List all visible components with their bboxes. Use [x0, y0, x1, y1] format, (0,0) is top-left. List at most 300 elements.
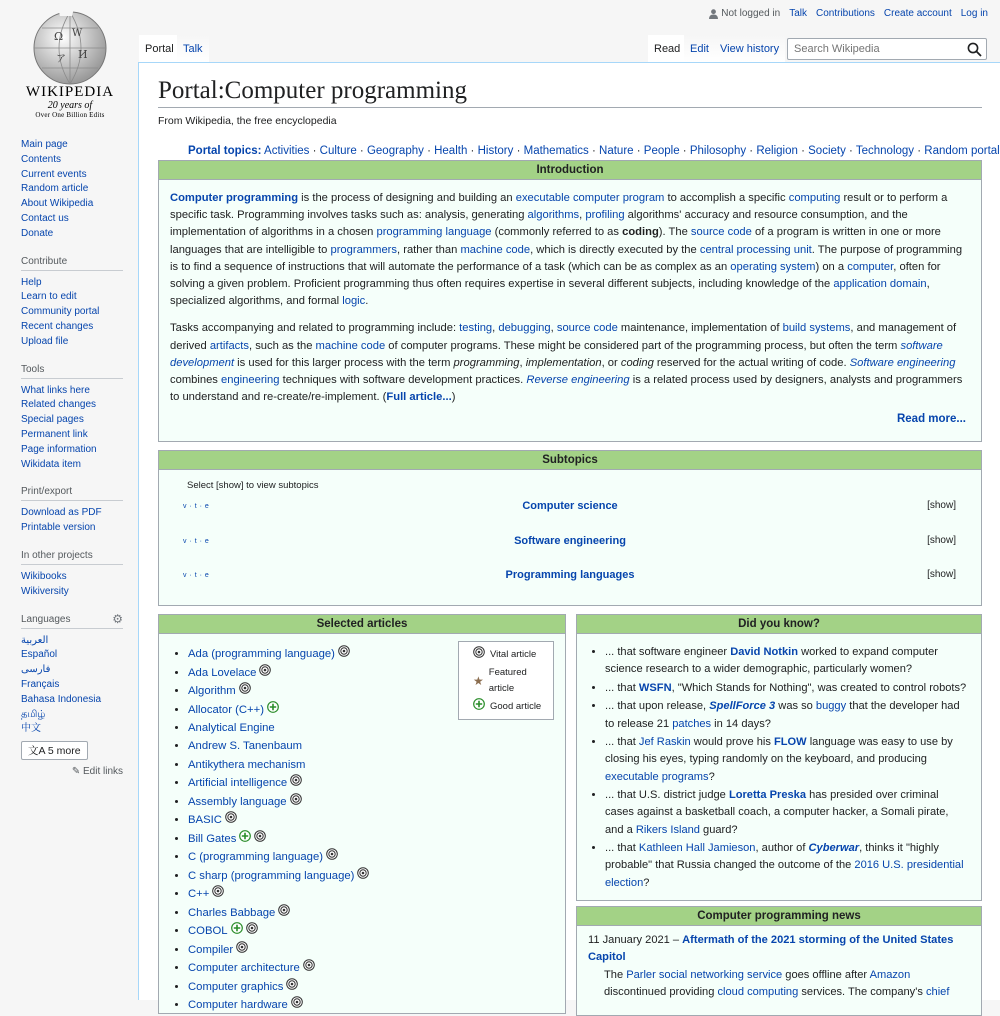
- login-link[interactable]: Log in: [960, 8, 988, 19]
- article-link-bill-gates[interactable]: Bill Gates: [188, 832, 237, 845]
- vital-article-icon: [246, 922, 258, 940]
- list-item: [605, 698, 969, 732]
- sidebar: [0, 138, 138, 791]
- intro-paragraph-1: [170, 190, 970, 310]
- main-content: [138, 62, 1000, 1012]
- text-run: , and management of derived: [170, 322, 957, 352]
- vital-article-icon: [286, 978, 298, 996]
- more-languages-label: 5 more: [47, 745, 81, 758]
- article-link-charles-babbage[interactable]: Charles Babbage: [188, 906, 276, 919]
- vital-article-icon: [278, 904, 290, 922]
- languages-portlet: [21, 611, 123, 778]
- article-link-computer-architecture[interactable]: Computer architecture: [188, 962, 300, 975]
- contribute-portlet: [21, 256, 123, 350]
- vital-article-icon: [225, 811, 237, 829]
- link-logic[interactable]: logic: [342, 295, 366, 308]
- language-link-2[interactable]: فارسی: [21, 664, 51, 676]
- list-item: [188, 737, 565, 755]
- subtopic-software-engineering[interactable]: Software engineering: [514, 535, 626, 547]
- sidebar-item-random-article[interactable]: Random article: [21, 183, 89, 195]
- vte-links[interactable]: v · t · e: [183, 503, 210, 510]
- sidebar-item-page-information[interactable]: Page information: [21, 443, 97, 455]
- gear-icon[interactable]: ⚙: [112, 611, 123, 626]
- sidebar-list-item: [21, 384, 123, 399]
- text-run: , which is directly executed by the: [530, 243, 700, 256]
- contributions-link[interactable]: Contributions: [816, 8, 875, 19]
- text-run: guard?: [699, 823, 738, 836]
- selected-articles-heading: Selected articles: [159, 615, 565, 634]
- sidebar-item-help[interactable]: Help: [21, 276, 42, 288]
- vital-article-icon: [338, 645, 350, 663]
- search-box: [787, 38, 987, 60]
- sidebar-list-item: [21, 212, 123, 227]
- separator: ·: [845, 145, 856, 157]
- sidebar-item-current-events[interactable]: Current events: [21, 168, 87, 180]
- link-source-code[interactable]: source code: [690, 226, 752, 239]
- article-link-compiler[interactable]: Compiler: [188, 943, 234, 956]
- article-link-c-programming-language[interactable]: C (programming language): [188, 851, 323, 864]
- selected-articles-box: [158, 614, 566, 1014]
- sidebar-list-item: [21, 413, 123, 428]
- text-run: ). The: [658, 226, 691, 239]
- text-run: (commonly referred to as: [491, 226, 623, 239]
- sidebar-item-main-page[interactable]: Main page: [21, 139, 68, 150]
- separator: ·: [914, 145, 925, 157]
- link-executable-computer-program[interactable]: executable computer program: [515, 192, 665, 204]
- link-reverse-engineering[interactable]: Reverse engineering: [526, 374, 630, 387]
- link-software-engineering[interactable]: Software engineering: [849, 356, 956, 369]
- more-languages-button[interactable]: [21, 741, 88, 760]
- link-executable-programs[interactable]: executable programs: [605, 770, 709, 783]
- sidebar-list-item: [21, 634, 123, 649]
- print-heading: Print/export: [21, 486, 123, 501]
- language-link-fran-ais[interactable]: Français: [21, 678, 60, 690]
- wikipedia-logo[interactable]: [20, 6, 120, 121]
- subtopic-programming-languages[interactable]: Programming languages: [505, 569, 635, 581]
- vital-article-icon: [254, 830, 266, 848]
- introduction-heading: Introduction: [159, 161, 981, 180]
- sidebar-item-wikidata-item[interactable]: Wikidata item: [21, 458, 82, 470]
- sidebar-item-wikiversity[interactable]: Wikiversity: [21, 585, 69, 597]
- print-portlet: [21, 486, 123, 536]
- topic-link-mathematics[interactable]: Mathematics: [523, 145, 589, 157]
- link-spellforce-3[interactable]: SpellForce 3: [709, 700, 776, 713]
- sidebar-list-item: [21, 276, 123, 291]
- text-run: , such as the: [248, 339, 316, 352]
- article-link-assembly-language[interactable]: Assembly language: [188, 795, 287, 808]
- sidebar-item-special-pages[interactable]: Special pages: [21, 414, 84, 426]
- topic-link-culture[interactable]: Culture: [319, 145, 357, 157]
- text-run: , author of: [755, 842, 809, 855]
- link-amazon[interactable]: Amazon: [869, 968, 911, 981]
- text-run: worked to expand computer science research to a wider demographic, particularly women?: [605, 646, 938, 676]
- article-link-andrew-s-tanenbaum[interactable]: Andrew S. Tanenbaum: [188, 740, 303, 753]
- link-software-development[interactable]: software development: [170, 339, 943, 369]
- text-run: , rather than: [397, 243, 461, 256]
- sidebar-list-item: [21, 168, 123, 183]
- link-patches[interactable]: patches: [672, 717, 712, 730]
- separator: ·: [633, 145, 644, 157]
- news-heading: Computer programming news: [577, 907, 981, 926]
- text-run: ... that: [605, 681, 639, 694]
- intro-paragraph-2: [170, 320, 970, 406]
- link-cloud-computing[interactable]: cloud computing: [717, 986, 799, 999]
- show-toggle-label: [show]: [927, 535, 956, 546]
- topic-link-activities[interactable]: Activities: [264, 145, 310, 157]
- list-item: [188, 848, 565, 867]
- subtopics-box: [158, 450, 982, 606]
- vte-links[interactable]: v · t · e: [183, 538, 210, 545]
- sidebar-item-related-changes[interactable]: Related changes: [21, 399, 97, 411]
- sidebar-item-permanent-link[interactable]: Permanent link: [21, 428, 88, 440]
- svg-text:Ω: Ω: [54, 30, 64, 43]
- text-run: result or to perform a specific task. Programming involves tasks such as: analysis, generating: [170, 192, 948, 222]
- sidebar-item-wikibooks[interactable]: Wikibooks: [21, 570, 67, 582]
- separator: ·: [309, 145, 320, 157]
- separator: ·: [513, 145, 524, 157]
- topic-link-society[interactable]: Society: [808, 145, 846, 157]
- link-rikers-island[interactable]: Rikers Island: [635, 823, 700, 836]
- search-icon[interactable]: [967, 42, 982, 57]
- sidebar-list-item: [21, 320, 123, 335]
- topic-link-history[interactable]: History: [477, 145, 514, 157]
- portal-topics-label: Portal topics:: [188, 145, 262, 157]
- subtopic-row: [159, 569, 981, 587]
- link-loretta-preska[interactable]: Loretta Preska: [728, 789, 807, 802]
- news-headline-link[interactable]: Aftermath of the 2021 storming of the United States Capitol: [588, 934, 954, 964]
- sidebar-list-item: [21, 443, 123, 458]
- tab-edit[interactable]: Edit: [684, 35, 715, 62]
- portal-topics: [188, 145, 1000, 157]
- topic-link-geography[interactable]: Geography: [366, 145, 424, 157]
- list-item: [605, 680, 969, 697]
- vital-article-icon: [357, 867, 369, 885]
- navigation-portlet: [21, 138, 123, 242]
- tab-portal[interactable]: Portal: [139, 35, 180, 62]
- separator: ·: [467, 145, 478, 157]
- text-run: language was easy to use by closing his eyes, typing randomly on the keyboard, and producing: [605, 736, 953, 766]
- list-item: [188, 811, 565, 830]
- news-headline-line: [588, 932, 970, 967]
- list-item: [188, 756, 565, 774]
- pencil-icon: ✎: [71, 766, 81, 778]
- list-item: [188, 996, 565, 1015]
- link-full-article[interactable]: Full article...: [386, 391, 452, 404]
- language-link-5[interactable]: தமிழ்: [21, 708, 46, 720]
- article-link-basic[interactable]: BASIC: [188, 814, 222, 827]
- create-account-link[interactable]: Create account: [883, 8, 952, 19]
- link-programming-language[interactable]: programming language: [376, 226, 492, 239]
- sidebar-list-item: [21, 585, 123, 600]
- text-run: of a program is written in one or more languages that are intelligible to: [170, 226, 941, 256]
- projects-heading: In other projects: [21, 550, 123, 565]
- not-logged-in-label: Not logged in: [721, 8, 781, 19]
- link-jef-raskin[interactable]: Jef Raskin: [638, 736, 691, 749]
- link-buggy[interactable]: buggy: [815, 700, 847, 713]
- text-run: discontinued providing: [604, 986, 718, 999]
- sidebar-list-item: [21, 506, 123, 521]
- edit-links[interactable]: [21, 766, 123, 777]
- sidebar-list-item: [21, 648, 123, 663]
- vital-article-icon: [236, 941, 248, 959]
- languages-heading: Languages: [21, 613, 71, 625]
- wordmark: WIKIPEDIA: [25, 84, 115, 100]
- topic-link-people[interactable]: People: [643, 145, 680, 157]
- text-run: was so: [775, 700, 816, 713]
- link-machine-code[interactable]: machine code: [460, 243, 531, 256]
- article-link-algorithm[interactable]: Algorithm: [188, 685, 236, 698]
- text-run: coding: [622, 226, 659, 239]
- text-run: , often for solving a given problem. Proficient programming thus often requires expertise in several different subjects, including knowledge of the: [170, 260, 941, 291]
- language-link-6[interactable]: 中文: [21, 723, 41, 735]
- sidebar-item-donate[interactable]: Donate: [21, 227, 54, 239]
- text-run: .: [365, 295, 369, 308]
- text-run: goes offline after: [782, 968, 870, 981]
- language-link-0[interactable]: العربية: [21, 634, 49, 646]
- link-computer-programming[interactable]: Computer programming: [170, 192, 299, 204]
- introduction-box: [158, 160, 982, 442]
- text-run: ,: [550, 322, 557, 335]
- sidebar-item-upload-file[interactable]: Upload file: [21, 335, 69, 347]
- sidebar-list-item: [21, 138, 123, 153]
- link-testing[interactable]: testing: [459, 322, 493, 335]
- topic-link-health[interactable]: Health: [434, 145, 468, 157]
- sidebar-list-item: [21, 708, 123, 723]
- text-run: reserved for the actual writing of code.: [653, 356, 850, 369]
- show-toggle-label: [show]: [927, 569, 956, 580]
- link-profiling[interactable]: profiling: [585, 209, 625, 222]
- text-run: , or: [601, 356, 621, 369]
- search-input[interactable]: [794, 39, 964, 59]
- list-item: [605, 734, 969, 786]
- link-david-notkin[interactable]: David Notkin: [730, 646, 798, 658]
- news-body: [588, 967, 970, 1002]
- link-build-systems[interactable]: build systems: [782, 322, 851, 335]
- link-parler-social-networking-service[interactable]: Parler social networking service: [626, 968, 783, 981]
- text-run: algorithms' accuracy and resource consumption, and the implementation of algorithms in a chosen: [170, 209, 908, 239]
- text-run: , "Which Stands for Nothing", was created to control robots?: [671, 681, 967, 694]
- text-run: ): [451, 391, 456, 404]
- vital-article-icon: [303, 959, 315, 977]
- show-toggle[interactable]: [927, 500, 956, 511]
- text-run: in 14 days?: [711, 717, 771, 730]
- subtopic-row: [159, 500, 981, 518]
- sidebar-list-item: [21, 305, 123, 320]
- svg-text:ア: ア: [56, 54, 66, 65]
- link-2016-u-s-presidential-election[interactable]: 2016 U.S. presidential election: [605, 859, 964, 889]
- subtopics-hint: Select [show] to view subtopics: [187, 480, 319, 491]
- text-run: maintenance, implementation of: [617, 322, 783, 335]
- list-item: [188, 885, 565, 904]
- good-article-icon: [231, 922, 243, 940]
- article-link-analytical-engine[interactable]: Analytical Engine: [188, 722, 275, 734]
- separator: ·: [423, 145, 435, 157]
- user-icon: [709, 8, 780, 19]
- sidebar-list-item: [21, 663, 123, 678]
- link-cyberwar[interactable]: Cyberwar: [808, 842, 860, 855]
- list-item: [188, 922, 565, 941]
- subtopic-row: [159, 535, 981, 553]
- legend-featured: Featured article: [488, 666, 527, 694]
- sidebar-list-item: [21, 182, 123, 197]
- show-toggle[interactable]: [927, 535, 956, 546]
- list-item: [605, 644, 969, 678]
- vital-article-icon: [290, 774, 302, 792]
- link-operating-system[interactable]: operating system: [730, 260, 816, 273]
- article-link-c[interactable]: C++: [188, 888, 210, 901]
- legend-good: Good article: [490, 700, 542, 712]
- text-run: The: [604, 968, 627, 981]
- link-chief[interactable]: chief: [925, 986, 950, 999]
- article-link-cobol[interactable]: COBOL: [188, 925, 228, 938]
- link-central-processing-unit[interactable]: central processing unit: [699, 243, 812, 256]
- sidebar-list-item: [21, 227, 123, 242]
- topic-link-random-portal[interactable]: Random portal: [924, 145, 1000, 157]
- site-subtitle: From Wikipedia, the free encyclopedia: [158, 115, 337, 127]
- sidebar-list-item: [21, 398, 123, 413]
- good-article-icon: [239, 830, 251, 848]
- article-link-allocator-c[interactable]: Allocator (C++): [188, 703, 264, 716]
- sidebar-item-what-links-here[interactable]: What links here: [21, 384, 90, 396]
- text-run: that the developer had to release 21: [605, 700, 960, 730]
- personal-tools: [709, 8, 988, 19]
- link-computer[interactable]: computer: [847, 260, 894, 273]
- tools-portlet: [21, 364, 123, 473]
- list-item: [188, 793, 565, 812]
- link-machine-code[interactable]: machine code: [315, 339, 386, 352]
- article-link-artificial-intelligence[interactable]: Artificial intelligence: [188, 777, 288, 790]
- text-run: Tasks accompanying and related to programming include:: [170, 322, 460, 335]
- list-item: [188, 719, 565, 737]
- text-run: ) on a: [815, 260, 848, 273]
- sidebar-list-item: [21, 335, 123, 350]
- link-algorithms[interactable]: algorithms: [527, 209, 580, 222]
- link-flow[interactable]: FLOW: [773, 736, 807, 749]
- language-link-espa-ol[interactable]: Español: [21, 649, 58, 661]
- article-link-ada-programming-language[interactable]: Ada (programming language): [188, 648, 335, 661]
- sidebar-list-item: [21, 153, 123, 168]
- text-run: ... that: [605, 842, 639, 855]
- sidebar-item-printable-version[interactable]: Printable version: [21, 522, 96, 534]
- vital-article-icon: [259, 664, 271, 682]
- talk-link[interactable]: Talk: [789, 8, 807, 19]
- sidebar-list-item: [21, 722, 123, 737]
- link-debugging[interactable]: debugging: [498, 322, 551, 335]
- article-link-c-sharp-programming-language[interactable]: C sharp (programming language): [188, 869, 355, 882]
- did-you-know-box: [576, 614, 982, 901]
- sidebar-list-item: [21, 570, 123, 585]
- link-wsfn[interactable]: WSFN: [638, 681, 672, 694]
- sidebar-item-contents[interactable]: Contents: [21, 153, 62, 165]
- sidebar-item-learn-to-edit[interactable]: Learn to edit: [21, 291, 77, 303]
- good-article-icon: [267, 701, 279, 719]
- text-run: ?: [643, 876, 650, 889]
- article-link-computer-graphics[interactable]: Computer graphics: [188, 980, 284, 993]
- sidebar-list-item: [21, 678, 123, 693]
- link-programmers[interactable]: programmers: [330, 243, 397, 256]
- text-run: services. The company's: [798, 986, 926, 999]
- tab-read[interactable]: Read: [648, 35, 686, 62]
- sidebar-list-item: [21, 290, 123, 305]
- did-you-know-heading: Did you know?: [577, 615, 981, 634]
- text-run: ?: [708, 770, 715, 783]
- article-link-ada-lovelace[interactable]: Ada Lovelace: [188, 666, 257, 679]
- svg-text:W: W: [72, 28, 83, 39]
- sidebar-list-item: [21, 197, 123, 212]
- topic-link-religion[interactable]: Religion: [756, 145, 798, 157]
- show-toggle[interactable]: [927, 569, 956, 580]
- translate-icon: 文A: [28, 745, 45, 758]
- subtopic-computer-science[interactable]: Computer science: [522, 500, 618, 512]
- text-run: , specialized algorithms, and formal: [170, 278, 930, 308]
- link-source-code[interactable]: source code: [556, 322, 618, 335]
- topic-link-nature[interactable]: Nature: [599, 145, 634, 157]
- separator: ·: [679, 145, 690, 157]
- featured-article-icon: ★: [473, 674, 484, 688]
- edit-links-label: Edit links: [82, 766, 123, 778]
- wikipedia-globe-icon: [28, 6, 112, 86]
- link-application-domain[interactable]: application domain: [833, 278, 927, 291]
- link-artifacts[interactable]: artifacts: [209, 339, 249, 352]
- article-link-computer-hardware[interactable]: Computer hardware: [188, 999, 288, 1012]
- sidebar-list-item: [21, 428, 123, 443]
- sidebar-item-recent-changes[interactable]: Recent changes: [21, 320, 94, 332]
- topic-link-technology[interactable]: Technology: [855, 145, 915, 157]
- link-engineering[interactable]: engineering: [221, 374, 280, 387]
- topic-link-philosophy[interactable]: Philosophy: [689, 145, 747, 157]
- vital-article-icon: [239, 682, 251, 700]
- svg-text:И: И: [78, 48, 88, 61]
- legend-vital: Vital article: [490, 649, 537, 660]
- text-run: implementation: [525, 356, 602, 369]
- sidebar-item-download-as-pdf[interactable]: Download as PDF: [21, 507, 102, 519]
- separator: ·: [746, 145, 757, 157]
- sidebar-item-contact-us[interactable]: Contact us: [21, 212, 69, 224]
- text-run: ,: [519, 356, 526, 369]
- text-run: combines: [170, 374, 221, 387]
- show-toggle-label: [show]: [927, 500, 956, 511]
- language-link-bahasa-indonesia[interactable]: Bahasa Indonesia: [21, 693, 102, 705]
- list-item: [188, 959, 565, 978]
- vital-article-icon: [212, 885, 224, 903]
- tab-view-history[interactable]: View history: [714, 35, 785, 62]
- subtopics-heading: Subtopics: [159, 451, 981, 470]
- text-run: techniques with software development practices.: [279, 374, 527, 387]
- contribute-heading: Contribute: [21, 256, 123, 271]
- separator: ·: [588, 145, 600, 157]
- link-computing[interactable]: computing: [788, 192, 841, 204]
- text-run: to accomplish a specific: [664, 192, 789, 204]
- link-kathleen-hall-jamieson[interactable]: Kathleen Hall Jamieson: [638, 842, 756, 855]
- vte-links[interactable]: v · t · e: [183, 572, 210, 579]
- text-run: ,: [579, 209, 586, 222]
- vital-article-icon: [290, 793, 302, 811]
- read-more-link[interactable]: Read more...: [896, 413, 966, 425]
- sidebar-item-community-portal[interactable]: Community portal: [21, 306, 100, 318]
- vital-article-icon: [291, 996, 303, 1014]
- tagline-edits: Over One Billion Edits: [35, 111, 105, 119]
- page-title: Portal:Computer programming: [158, 77, 982, 108]
- vital-article-icon: [473, 646, 485, 665]
- text-run: ,: [492, 322, 499, 335]
- good-article-icon: [473, 698, 485, 717]
- text-run: has presided over criminal cases against a basketball coach, a computer hacker, a Somali pirate, and a: [605, 789, 949, 836]
- text-run: coding: [620, 356, 654, 369]
- article-link-antikythera-mechanism[interactable]: Antikythera mechanism: [188, 758, 306, 771]
- sidebar-item-about-wikipedia[interactable]: About Wikipedia: [21, 198, 94, 210]
- tab-talk[interactable]: Talk: [177, 35, 209, 62]
- text-run: . The purpose of programming is to find a sequence of instructions that will automate the performance of a task (which can be as complex as an: [170, 243, 963, 273]
